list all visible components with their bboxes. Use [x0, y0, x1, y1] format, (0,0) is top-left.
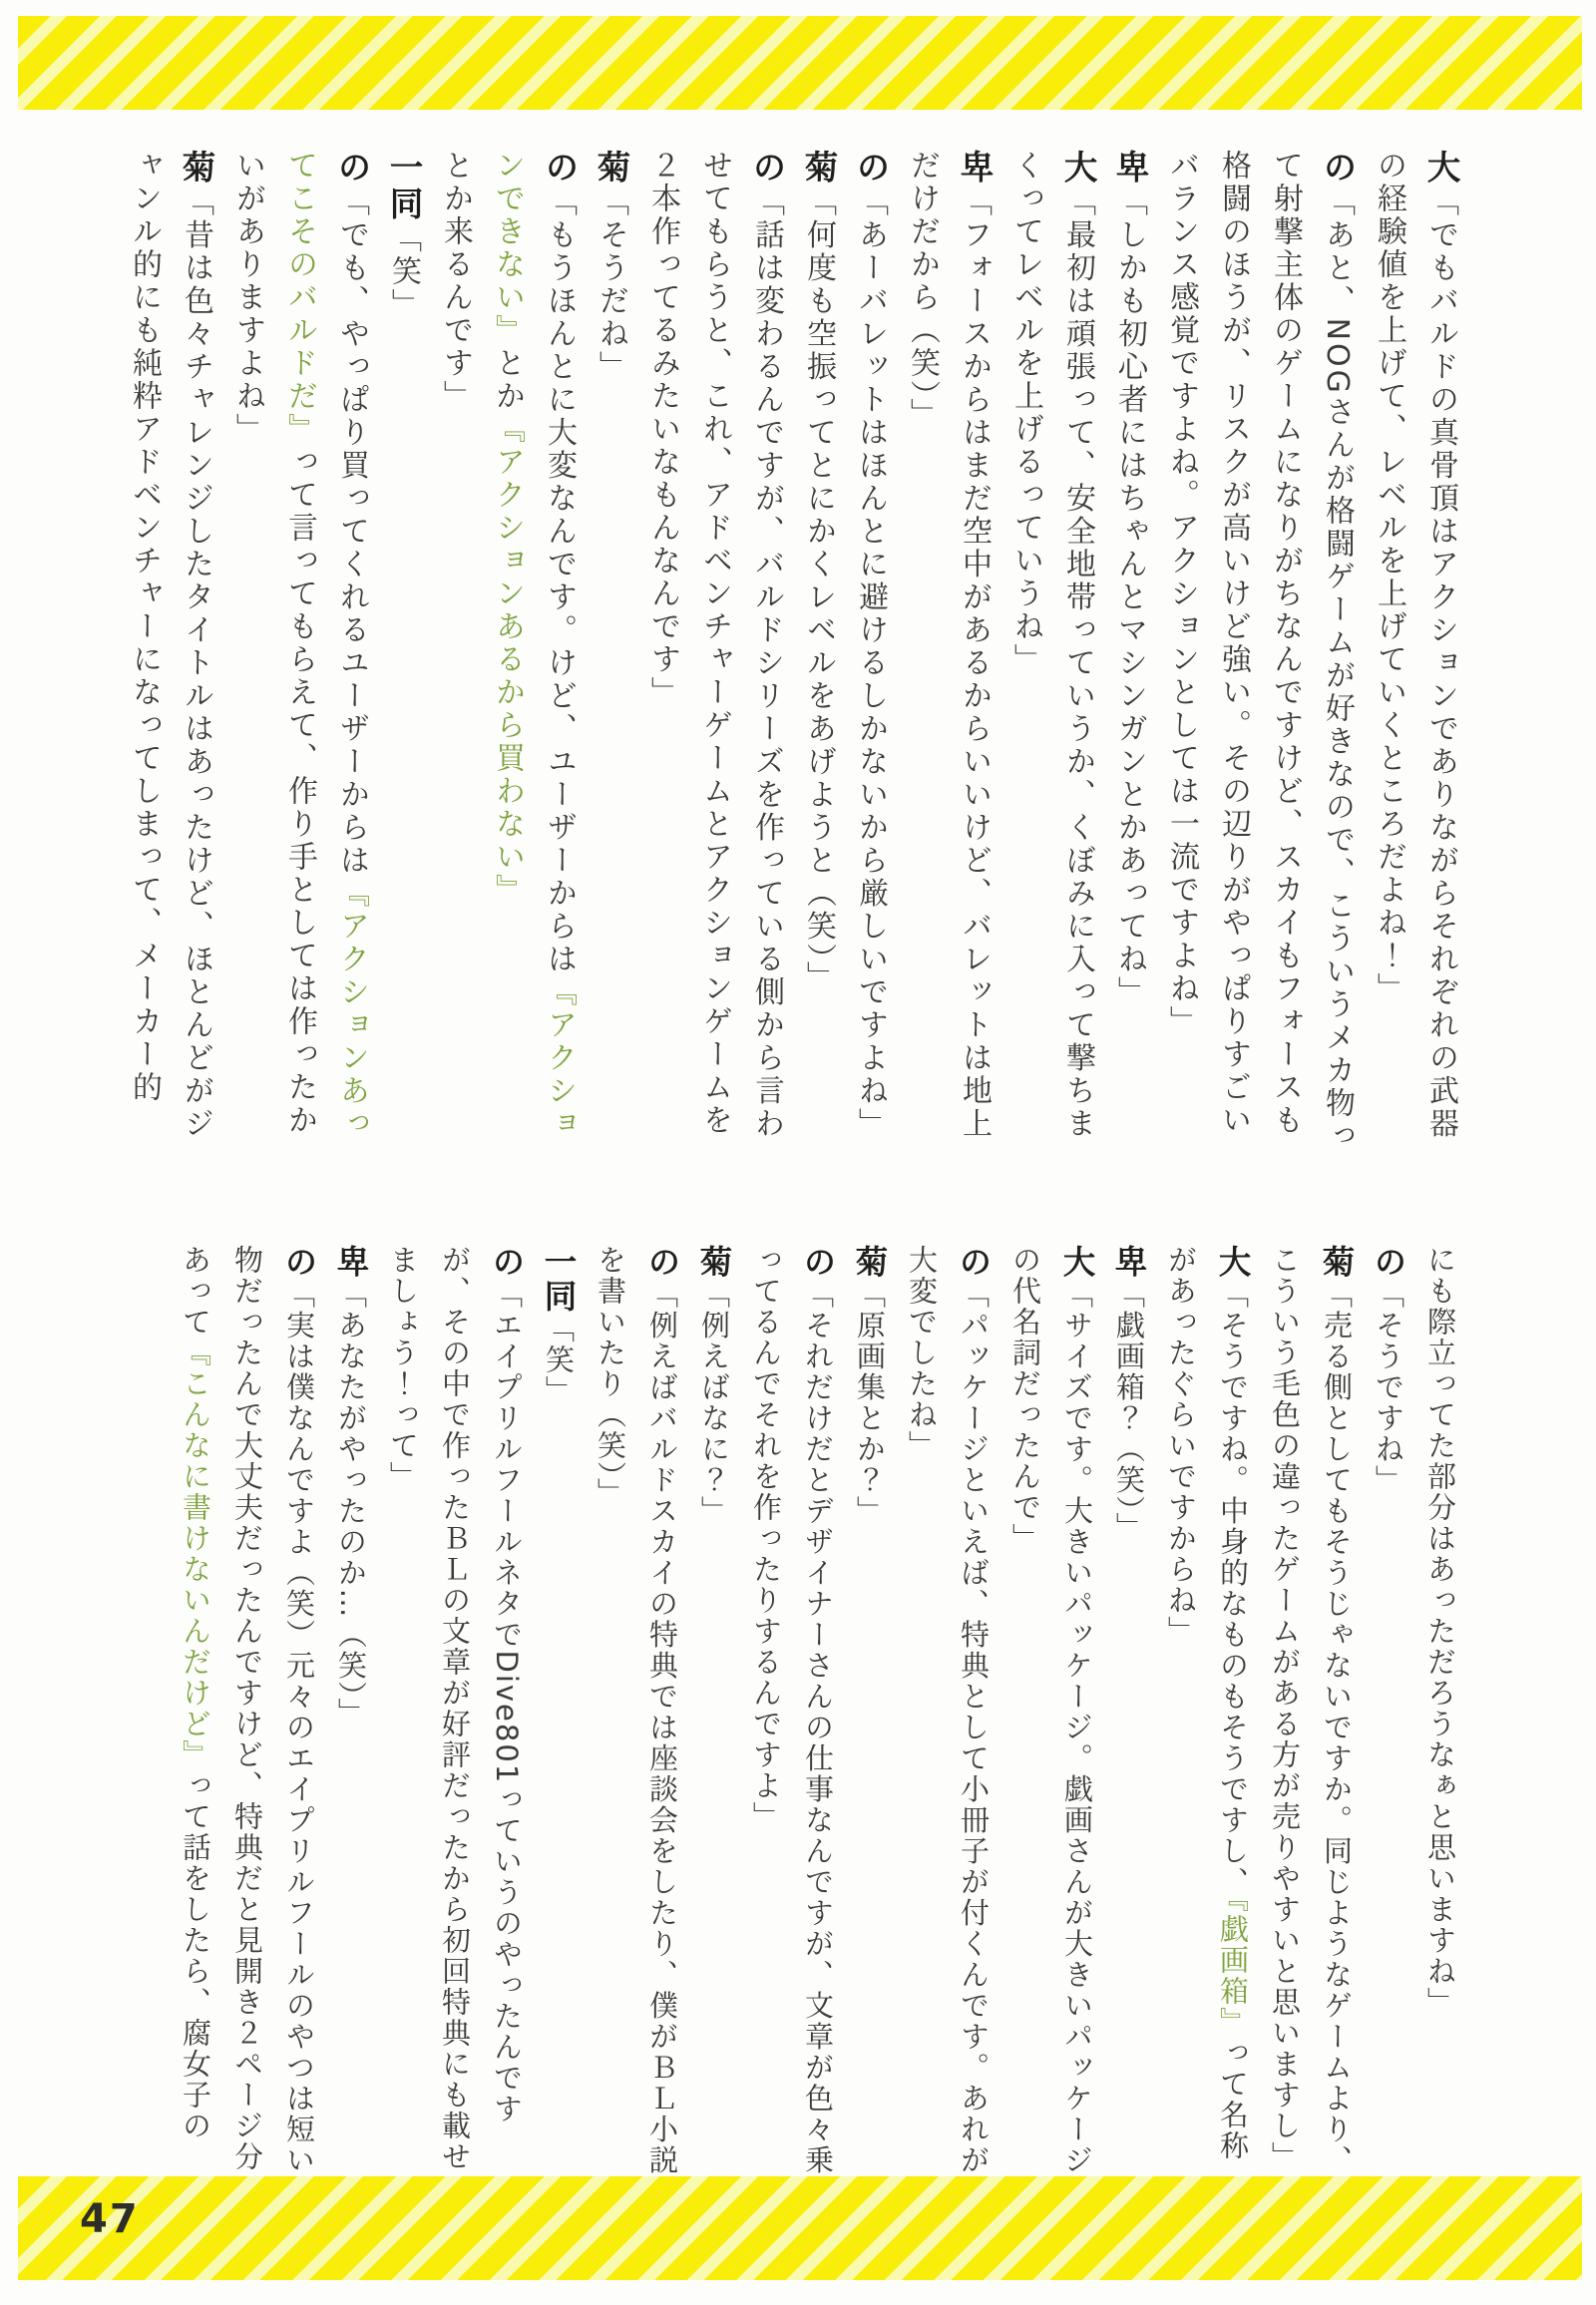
speaker-label: 卑	[1110, 150, 1149, 187]
speaker-label: の	[280, 1245, 318, 1280]
speaker-label: の	[747, 150, 786, 187]
dialogue-text: とか	[490, 347, 525, 413]
dialogue-text: 「何度も空振ってとにかくレベルをあげようと（笑）」	[801, 186, 836, 994]
utterance	[740, 1245, 844, 2180]
utterance	[1363, 150, 1466, 1157]
dialogue-text: 「戯画箱？（笑）」	[1112, 1279, 1146, 1543]
utterance	[118, 150, 221, 1157]
speaker-label: の	[955, 1245, 993, 1280]
speaker-label: 大	[1214, 1245, 1252, 1280]
dialogue-text: 「話は変わるんですが、バルドシリーズを作っている側から言わせてもらうと、これ、アドベンチャーゲームとアクションゲームを２本作ってるみたいなもんなんです」	[645, 150, 784, 1141]
speaker-label: の	[488, 1245, 526, 1280]
utterance	[533, 1245, 585, 2180]
utterance	[1259, 1245, 1363, 2180]
dialogue-text: って言ってもらえて、作り手としては作ったかいがありますよね」	[230, 150, 317, 1137]
highlighted-phrase: 『アクションできない』	[490, 150, 577, 1141]
page-number: 47	[80, 2196, 140, 2242]
speaker-label: 菊	[177, 150, 215, 187]
speaker-label: 卑	[332, 1245, 370, 1280]
utterance	[1155, 1245, 1259, 2180]
speaker-label: 一同	[540, 1245, 578, 1314]
dialogue-text: 「あーバレットはほんとに避けるしかないから厳しいですよね」	[853, 186, 888, 1141]
utterance	[377, 150, 429, 1157]
highlighted-phrase: 『アクションあってこそのバルドだ』	[282, 150, 369, 1141]
utterance	[999, 1245, 1103, 2180]
speaker-label: 一同	[384, 150, 423, 223]
utterance	[1103, 150, 1155, 1157]
dialogue-text: 「あなたがやったのか…（笑）」	[334, 1279, 368, 1729]
utterance	[636, 150, 792, 1157]
speaker-label: 卑	[955, 150, 994, 187]
utterance	[170, 1245, 325, 2180]
dialogue-text: 「昔は色々チャレンジしたタイトルはあったけど、ほとんどがジャンル的にも純粋アドベンチャーになってしまって、メーカー的	[127, 150, 213, 1141]
dialogue-text: 「エイプリルフールネタでDive801っていうのやったんですが、その中で作ったＢＬの文章が好評だったから初回特典にも載せましょう！って」	[386, 1245, 524, 2172]
utterance	[1363, 1245, 1414, 2180]
utterance	[844, 150, 896, 1157]
highlighted-phrase: 『アクションあるから買わない』	[490, 413, 525, 907]
utterance	[1103, 1245, 1155, 2180]
utterance	[792, 150, 844, 1157]
utterance	[325, 1245, 377, 2180]
dialogue-text: 「最初は頑張って、安全地帯っていうか、くぼみに入って撃ちまくってレベルを上げるっていうね」	[1008, 150, 1095, 1141]
utterance	[429, 150, 585, 1157]
utterance	[585, 150, 636, 1157]
speaker-label: の	[332, 150, 371, 187]
utterance	[1155, 150, 1363, 1157]
dialogue-text: 「笑」	[386, 222, 421, 322]
speaker-label: の	[643, 1245, 681, 1280]
dialogue-bottom-block	[170, 1245, 1466, 2180]
dialogue-text: 「例えばなに？」	[697, 1279, 731, 1527]
utterance	[688, 1245, 740, 2180]
utterance	[844, 1245, 896, 2180]
utterance	[896, 150, 999, 1157]
speaker-label: 菊	[799, 150, 838, 187]
dialogue-text: 「笑」	[542, 1313, 576, 1406]
dialogue-text: にも際立ってた部分はあっただろうなぁと思いますね」	[1423, 1245, 1457, 2018]
speaker-label: 卑	[1110, 1245, 1148, 1280]
speaker-label: 大	[1421, 150, 1460, 187]
utterance	[377, 1245, 533, 2180]
dialogue-text: 「それだけだとデザイナーさんの仕事なんですが、文章が色々乗ってるんでそれを作ったりするんですよ」	[749, 1245, 835, 2176]
utterance	[1414, 1245, 1466, 2180]
speaker-label: 菊	[1318, 1245, 1356, 1280]
dialogue-text: 「実は僕なんですよ（笑）元々のエイプリルフールのやつは短い物だったんで大丈夫だったんですけど、特典だと見開き２ページ分あって	[179, 1245, 316, 2176]
speaker-label: の	[540, 150, 579, 187]
speaker-label: 菊	[851, 1245, 889, 1280]
utterance	[585, 1245, 688, 2180]
speaker-label: の	[799, 1245, 837, 1280]
utterance	[896, 1245, 999, 2180]
speaker-label: 菊	[695, 1245, 733, 1280]
dialogue-text: 「でも、やっぱり買ってくれるユーザーからは	[334, 186, 369, 878]
highlighted-phrase: 『こんなに書けないんだけど』	[179, 1338, 212, 1770]
dialogue-text: 「原画集とか？」	[853, 1279, 887, 1527]
bottom-stripe-band	[18, 2176, 1582, 2280]
dialogue-text: 「売る側としてもそうじゃないですか。同じようなゲームより、こういう毛色の違ったゲームがある方が売りやすいと思いますし」	[1268, 1245, 1354, 2176]
speaker-label: 大	[1058, 1245, 1096, 1280]
dialogue-text: 「そうですね」	[1372, 1279, 1405, 1496]
highlighted-phrase: 『戯画箱』	[1216, 1897, 1250, 2038]
dialogue-text: って話をしたら、腐女子の	[179, 1770, 212, 2141]
utterance	[221, 150, 377, 1157]
dialogue-text: 「例えばバルドスカイの特典では座談会をしたり、僕がＢＬ小説を書いたり（笑）」	[594, 1245, 679, 2176]
speaker-label: の	[1370, 1245, 1407, 1280]
dialogue-text: 「そうですね。中身的なものもそうですし、	[1216, 1279, 1250, 1898]
dialogue-text: 「サイズです。大きいパッケージ。戯画さんが大きいパッケージの代名詞だったんで」	[1008, 1245, 1094, 2176]
speaker-label: 菊	[592, 150, 630, 187]
dialogue-text: 「しかも初心者にはちゃんとマシンガンとかあってね」	[1112, 186, 1147, 1009]
dialogue-text: 「そうだね」	[594, 186, 628, 384]
utterance	[999, 150, 1103, 1157]
speaker-label: の	[1318, 150, 1357, 187]
speaker-label: の	[851, 150, 890, 187]
top-stripe-band	[18, 16, 1582, 110]
dialogue-text: って名称があったぐらいですからね」	[1164, 1245, 1250, 2161]
dialogue-text: 「でもバルドの真骨頂はアクションでありながらそれぞれの武器の経験値を上げて、レベルを上げていくところだよね！」	[1372, 150, 1458, 1141]
dialogue-text: 「フォースからはまだ空中があるからいいけど、バレットは地上だけだから（笑）」	[905, 150, 992, 1141]
speaker-label: 大	[1058, 150, 1097, 187]
dialogue-text: とか来るんです」	[438, 150, 473, 413]
dialogue-text: 「パッケージといえば、特典として小冊子が付くんです。あれが大変でしたね」	[905, 1245, 991, 2176]
dialogue-top-block	[127, 150, 1466, 1157]
dialogue-text: 「もうほんとに大変なんです。けど、ユーザーからは	[542, 186, 577, 976]
dialogue-text: 「あと、NOGさんが格闘ゲームが好きなので、こういうメカ物って射撃主体のゲームになりがちなんですけど、スカイもフォースも格闘のほうが、リスクが高いけど強い。その辺りがやっぱりすごいバランス感覚ですよね。アクションとしては一流ですよね」	[1164, 150, 1355, 1153]
